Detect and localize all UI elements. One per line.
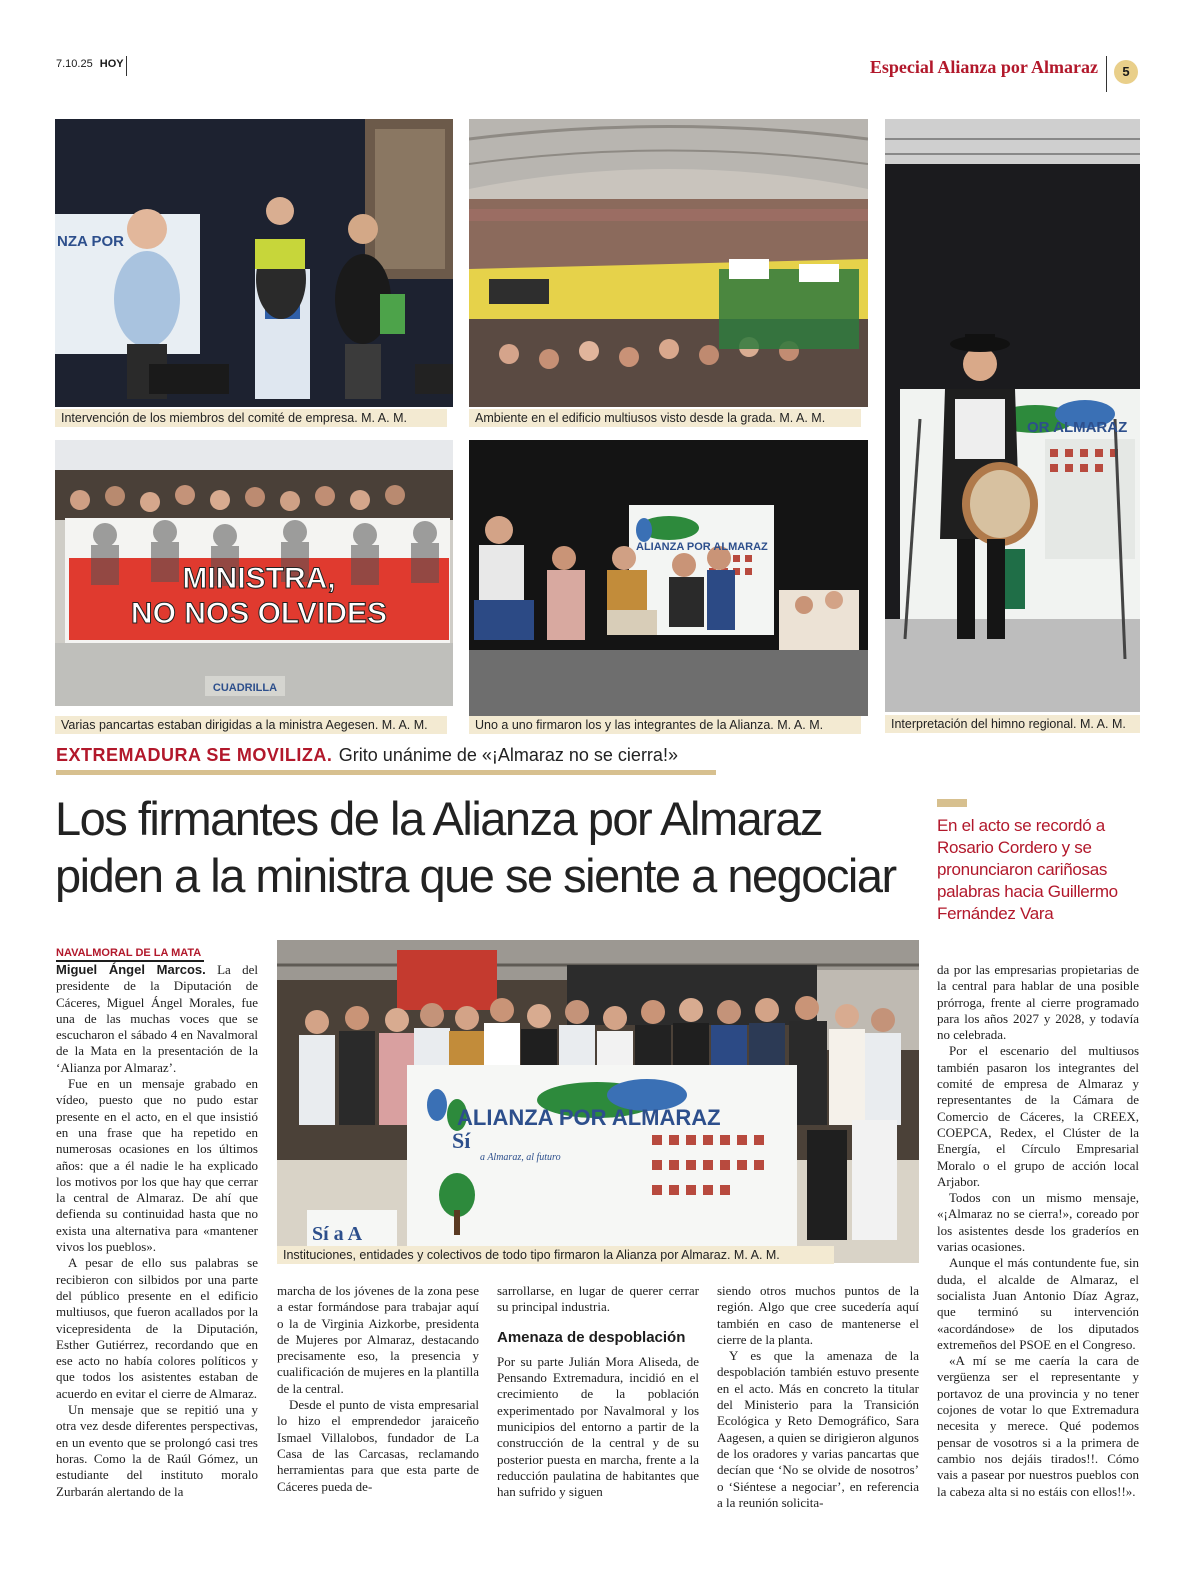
big-sign-text: ALIANZA POR ALMARAZ [457, 1105, 721, 1130]
big-sign-si2: Sí a A [312, 1223, 363, 1245]
article-col4-paragraph-2: Y es que la amenaza de la despoblación también estuvo presente en el acto. Más en concreto la titular del Ministerio para la Transición Ecológica y Reto Demográfico, Sara Aagesen, a quien se dirigieron algunos de los oradores y varias pancartas que decían que ‘No se olvide de nosotros’ o ‘Siéntese a negociar’, en referencia a la reunión solicita- [717, 1348, 919, 1510]
photo-signing-image [469, 440, 868, 716]
caption-banner: Varias pancartas estaban dirigidas a la ministra Aegesen. M. A. M. [55, 716, 447, 734]
article-col1-paragraph-4: Un mensaje que se repitió una y otra vez desde diferentes perspectivas, en un evento que se prolongó casi tres horas. Como la de Raúl Gómez, un estudiante del instituto moralo Zurbarán alertando de la [56, 1402, 258, 1499]
big-sign-sub: a Almaraz, al futuro [480, 1152, 561, 1163]
page-number: 5 [1122, 64, 1130, 79]
article-col5-paragraph-5: «A mí se me caería la cara de vergüenza ser el representante y portavoz de una provincia y no tener cojones de votar lo que Extremadura necesita y merece. Qué podemos pensar de vosotros si a la primera de cambio nos dejáis tirados!!. Cómo vais a pasear por nuestros pueblos con la cabeza alta si no estáis con ellos!!». [937, 1353, 1139, 1499]
article-column-5 [937, 962, 1139, 1500]
article-column-2 [277, 1283, 479, 1495]
article-col1-paragraph-3: A pesar de ello sus palabras se recibieron con silbidos por una parte del público presente en el edificio multiusos, que fueron acallados por la vicepresidenta de la Diputación, Esther Gutiérrez, recordando que en ese acto no había colores políticos y que todos los asistentes estaban de acuerdo en evitar el cierre de Almaraz. [56, 1255, 258, 1401]
header-date [56, 58, 124, 70]
article-column-1 [56, 962, 258, 1500]
caption-institutions: Instituciones, entidades y colectivos de todo tipo firmaron la Alianza por Almaraz. M. A. M. [277, 1246, 834, 1264]
article-col1-paragraph-2: Fue en un mensaje grabado en vídeo, puesto que no pudo estar presente en el acto, en el que insistió en una frase que ha repetido en numerosas ocasiones en los últimos años: que a él nadie le ha explicado los motivos por los que hay que cerrar la central de Almaraz. De ahí que defienda su continuidad hasta que no exista una alternativa para «mantener vivos los pueblos». [56, 1076, 258, 1255]
caption-signing: Uno a uno firmaron los y las integrantes de la Alianza. M. A. M. [469, 716, 861, 734]
photo-signing-sign-text: ALIANZA POR ALMARAZ [636, 541, 768, 553]
photo-committee-sign-text: NZA POR [57, 233, 124, 250]
photo-banner [55, 440, 453, 706]
article-col3-paragraph-2: Por su parte Julián Mora Aliseda, de Pensando Extremadura, incidió en el crecimiento de la población experimentado por Navalmoral y los municipios del entorno a partir de la construcción de la central y de su posterior puesta en marcha, frente a la reducción paulatina de habitantes que han sufrido y siguen [497, 1353, 699, 1500]
headline-line1: Los firmantes de la Alianza por Almaraz [55, 792, 823, 845]
article-col2-paragraph-1: marcha de los jóvenes de la zona pese a estar formándose para trabajar aquí o la de Virginia Aizkorbe, presidenta de Mujeres por Almaraz, destacando precisamente eso, la presencia y cualificación de mujeres en la plantilla de la central. [277, 1283, 479, 1396]
headline-line2: piden a la ministra que se siente a negociar [55, 849, 896, 902]
header-divider-left [126, 56, 127, 76]
photo-committee-image [55, 119, 453, 407]
article-col1-p1-text: La del presidente de la Diputación de Cáceres, Miguel Ángel Morales, fue una de las muchas voces que se escucharon el sábado 4 en Navalmoral de la Mata en la presentación de la ‘Alianza por Almaraz’. [56, 962, 259, 1075]
article-col3-paragraph-1: sarrollarse, en lugar de querer cerrar su principal industria. [497, 1283, 699, 1315]
caption-committee: Intervención de los miembros del comité de empresa. M. A. M. [55, 409, 447, 427]
banner-line1: MINISTRA, [182, 562, 336, 595]
kicker [56, 745, 678, 766]
article-col2-paragraph-2: Desde el punto de vista empresarial lo hizo el emprendedor jaraiceño Ismael Villalobos, fundador de La Casa de las Carcasas, reclamando herramientas para que esta parte de Cáceres pueda de- [277, 1397, 479, 1494]
article-col4-paragraph-1: siendo otros muchos puntos de la región. Algo que cree sucedería aquí también en caso de mantenerse el cierre de la planta. [717, 1283, 919, 1347]
photo-signing [469, 440, 868, 716]
photo-stands [469, 119, 868, 407]
subhead-marker [937, 799, 967, 807]
subhead: En el acto se recordó a Rosario Cordero y se pronunciaron cariñosas palabras hacia Guillermo Fernández Vara [937, 816, 1118, 923]
article-col5-paragraph-4: Aunque el más contundente fue, sin duda, el alcalde de Almaraz, el socialista Juan Antonio Díaz Agraz, que terminó su intervención «acordándose» de los diputados extremeños del PSOE en el Congreso. [937, 1255, 1139, 1352]
publication-name: HOY [99, 58, 124, 70]
cuadrilla-sign: CUADRILLA [212, 682, 278, 694]
article-col1-paragraph-1 [56, 962, 258, 1076]
article-location: NAVALMORAL DE LA MATA [56, 947, 204, 962]
photo-institutions-image [277, 940, 919, 1263]
header-divider-right [1106, 56, 1107, 92]
date: 7.10.25 [56, 58, 93, 70]
photo-anthem-image [885, 119, 1140, 712]
caption-stands: Ambiente en el edificio multiusos visto desde la grada. M. A. M. [469, 409, 861, 427]
photo-committee [55, 119, 453, 407]
photo-anthem-sign-text: OR ALMARAZ [1027, 419, 1128, 436]
photo-anthem [885, 119, 1140, 712]
photo-institutions [277, 940, 919, 1263]
article-col5-paragraph-2: Por el escenario del multiusos también pasaron los integrantes del comité de empresa de Almaraz y representantes de la Cámara de Comercio de Cáceres, la CREEX, COEPCA, Redex, el Clúster de la Energía, el Círculo Empresarial Moralo o el grupo de acción local Arjabor. [937, 1043, 1139, 1189]
article-subheading: Amenaza de despoblación [497, 1328, 686, 1346]
banner-line2: NO NOS OLVIDES [130, 597, 388, 630]
article-column-3 [497, 1283, 699, 1501]
article-col5-paragraph-3: Todos con un mismo mensaje, «¡Almaraz no se cierra!», coreado por los asistentes desde los graderíos en varias ocasiones. [937, 1190, 1139, 1255]
section-title: Especial Alianza por Almaraz [869, 57, 1098, 77]
article-column-4 [717, 1283, 919, 1511]
kicker-text: Grito unánime de «¡Almaraz no se cierra!» [338, 745, 678, 765]
page-number-badge [1114, 60, 1138, 84]
photo-stands-image [469, 119, 868, 407]
headline [55, 790, 925, 904]
article-author: Miguel Ángel Marcos. [56, 962, 206, 977]
article-col5-paragraph-1: da por las empresarias propietarias de la central para hablar de una posible prórroga, frente al cierre programado para los años 2027 y 2028, y todavía no celebrada. [937, 962, 1139, 1043]
photo-banner-image [55, 440, 453, 706]
caption-anthem: Interpretación del himno regional. M. A. M. [885, 715, 1140, 733]
big-sign-si: Sí [452, 1128, 471, 1153]
kicker-label: EXTREMADURA SE MOVILIZA. [56, 745, 333, 765]
kicker-underline [56, 770, 716, 775]
